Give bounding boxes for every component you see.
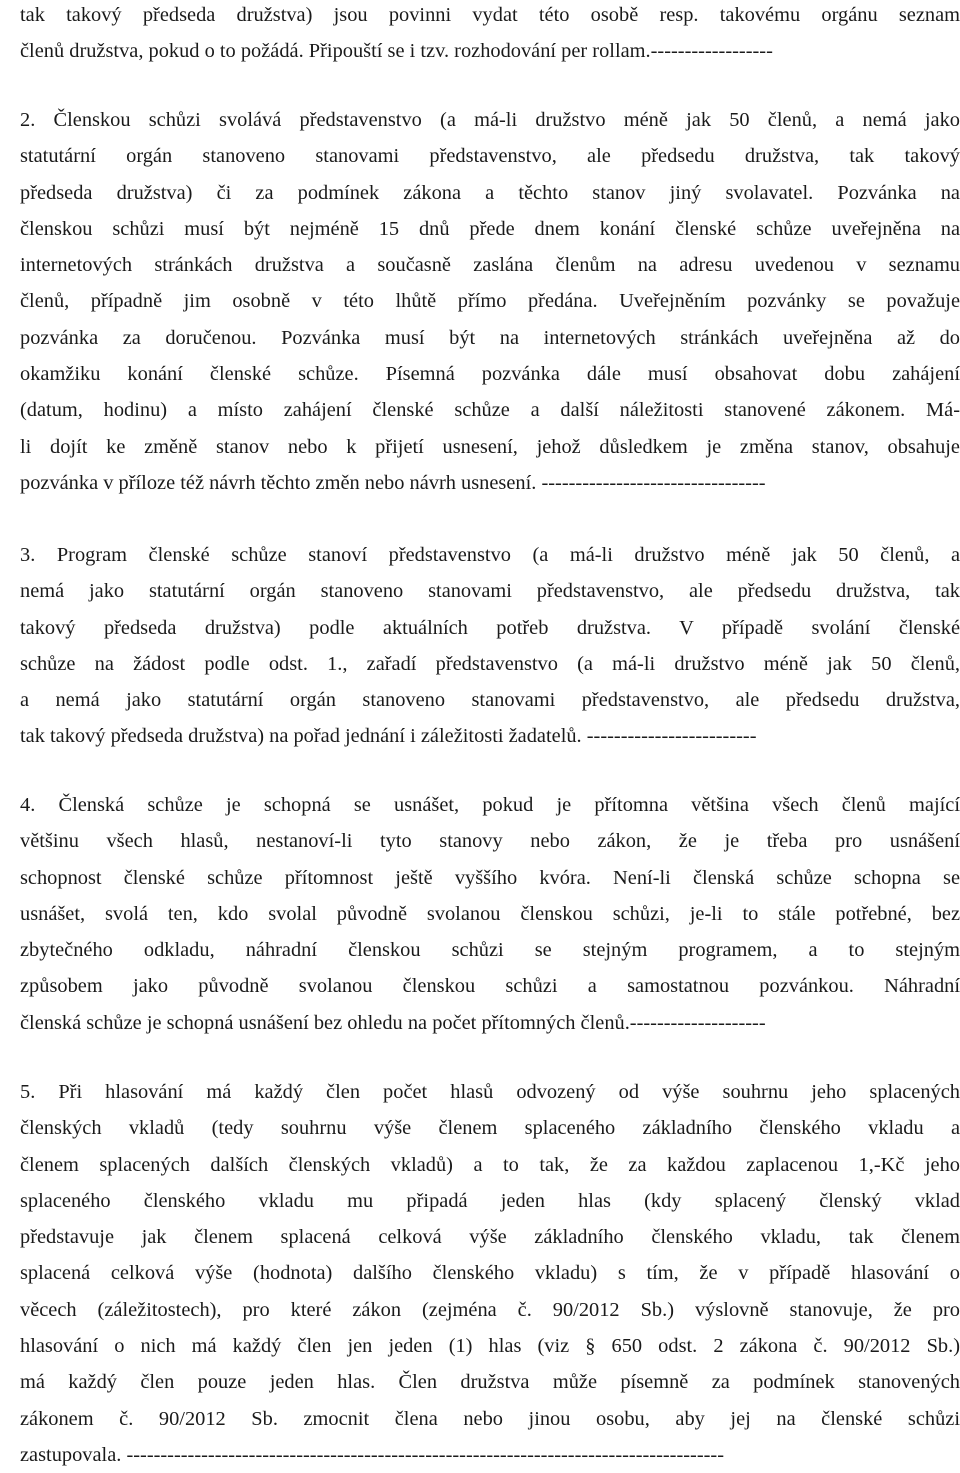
paragraph-item-3 xyxy=(20,537,960,755)
text-line: li dojít ke změně stanov nebo k přijetí usnesení, jehož důsledkem je změna stanov, obsahuje xyxy=(20,435,960,458)
paragraph-item-5 xyxy=(20,1074,960,1473)
text-line: hlasování o nich má každý člen jen jeden (1) hlas (viz § 650 odst. 2 zákona č. 90/2012 Sb.) xyxy=(20,1335,960,1358)
text-line: členských vkladů (tedy souhrnu výše členem splaceného základního členského vkladu a xyxy=(20,1117,960,1140)
text-line: pozvánka v příloze též návrh těchto změn nebo návrh usnesení. --------------------------------- xyxy=(20,471,766,494)
text-line: zastupovala. ---------------------------------------------------------------------------------------- xyxy=(20,1443,724,1466)
text-line: většinu všech hlasů, nestanoví-li tyto stanovy nebo zákon, že je třeba pro usnášení xyxy=(20,830,960,853)
text-line: zákonem č. 90/2012 Sb. zmocnit člena nebo jinou osobu, aby jej na členské schůzi xyxy=(20,1407,960,1430)
text-line: členů, případně jim osobně v této lhůtě přímo předána. Uveřejněním pozvánky se považuje xyxy=(20,290,960,313)
text-line: nemá jako statutární orgán stanoveno stanovami představenstvo, ale předsedu družstva, tak xyxy=(20,580,960,603)
text-line: 2. Členskou schůzi svolává představenstvo (a má-li družstvo méně jak 50 členů, a nemá jako xyxy=(20,109,960,131)
text-line: způsobem jako původně svolanou členskou schůzi a samostatnou pozvánkou. Náhradní xyxy=(20,975,960,998)
text-line: věcech (záležitostech), pro které zákon (zejména č. 90/2012 Sb.) výslovně stanovuje, že pro xyxy=(20,1298,960,1321)
paragraph-item-2 xyxy=(20,102,960,501)
text-line: pozvánka za doručenou. Pozvánka musí být na internetových stránkách uveřejněna až do xyxy=(20,326,960,349)
text-line: 5. Při hlasování má každý člen počet hlasů odvozený od výše souhrnu jeho splacených xyxy=(20,1081,960,1103)
text-line: členů družstva, pokud o to požádá. Připouští se i tzv. rozhodování per rollam.------------------ xyxy=(20,40,773,63)
text-line: usnášet, svolá ten, kdo svolal původně svolanou členskou schůzi, je-li to stále potřebné, bez xyxy=(20,902,960,925)
text-line: představuje jak členem splacená celková výše základního členského vkladu, tak členem xyxy=(20,1226,960,1249)
text-line: schopnost členské schůze přítomnost ještě vyššího kvóra. Není-li členská schůze schopna se xyxy=(20,866,960,889)
text-line: členská schůze je schopná usnášení bez ohledu na počet přítomných členů.-------------------- xyxy=(20,1011,766,1034)
text-line: (datum, hodinu) a místo zahájení členské schůze a další náležitosti stanovené zákonem. Má- xyxy=(20,399,960,422)
text-line: 4. Členská schůze je schopná se usnášet, pokud je přítomna většina všech členů mající xyxy=(20,794,960,816)
text-line: 3. Program členské schůze stanoví představenstvo (a má-li družstvo méně jak 50 členů, a xyxy=(20,544,960,566)
text-line: předseda družstva) či za podmínek zákona a těchto stanov jiný svolavatel. Pozvánka na xyxy=(20,181,960,204)
text-line: zbytečného odkladu, náhradní členskou schůzi se stejným programem, a to stejným xyxy=(20,939,960,962)
text-line: tak takový předseda družstva) na pořad jednání i záležitosti žadatelů. ------------------------- xyxy=(20,725,757,748)
text-line: internetových stránkách družstva a současně zaslána členům na adresu uvedenou v seznamu xyxy=(20,254,960,277)
paragraph-item-4 xyxy=(20,787,960,1041)
text-line: okamžiku konání členské schůze. Písemná pozvánka dále musí obsahovat dobu zahájení xyxy=(20,363,960,386)
text-line: tak takový předseda družstva) jsou povinni vydat této osobě resp. takovému orgánu seznam xyxy=(20,4,960,26)
text-line: takový předseda družstva) podle aktuálních potřeb družstva. V případě svolání členské xyxy=(20,616,960,639)
text-line: má každý člen pouze jeden hlas. Člen družstva může písemně za podmínek stanovených xyxy=(20,1371,960,1394)
text-line: splaceného členského vkladu mu připadá jeden hlas (kdy splacený členský vklad xyxy=(20,1189,960,1212)
text-line: členem splacených dalších členských vkladů) a to tak, že za každou zaplacenou 1,-Kč jeho xyxy=(20,1153,960,1176)
text-line: členskou schůzi musí být nejméně 15 dnů přede dnem konání členské schůze uveřejněna na xyxy=(20,217,960,240)
text-line: schůze na žádost podle odst. 1., zařadí představenstvo (a má-li družstvo méně jak 50 členů, xyxy=(20,652,960,675)
paragraph-continuation xyxy=(20,0,960,70)
text-line: a nemá jako statutární orgán stanoveno stanovami představenstvo, ale předsedu družstva, xyxy=(20,689,960,712)
text-line: splacená celková výše (hodnota) dalšího členského vkladu) s tím, že v případě hlasování o xyxy=(20,1262,960,1285)
text-line: statutární orgán stanoveno stanovami představenstvo, ale předsedu družstva, tak takový xyxy=(20,145,960,168)
